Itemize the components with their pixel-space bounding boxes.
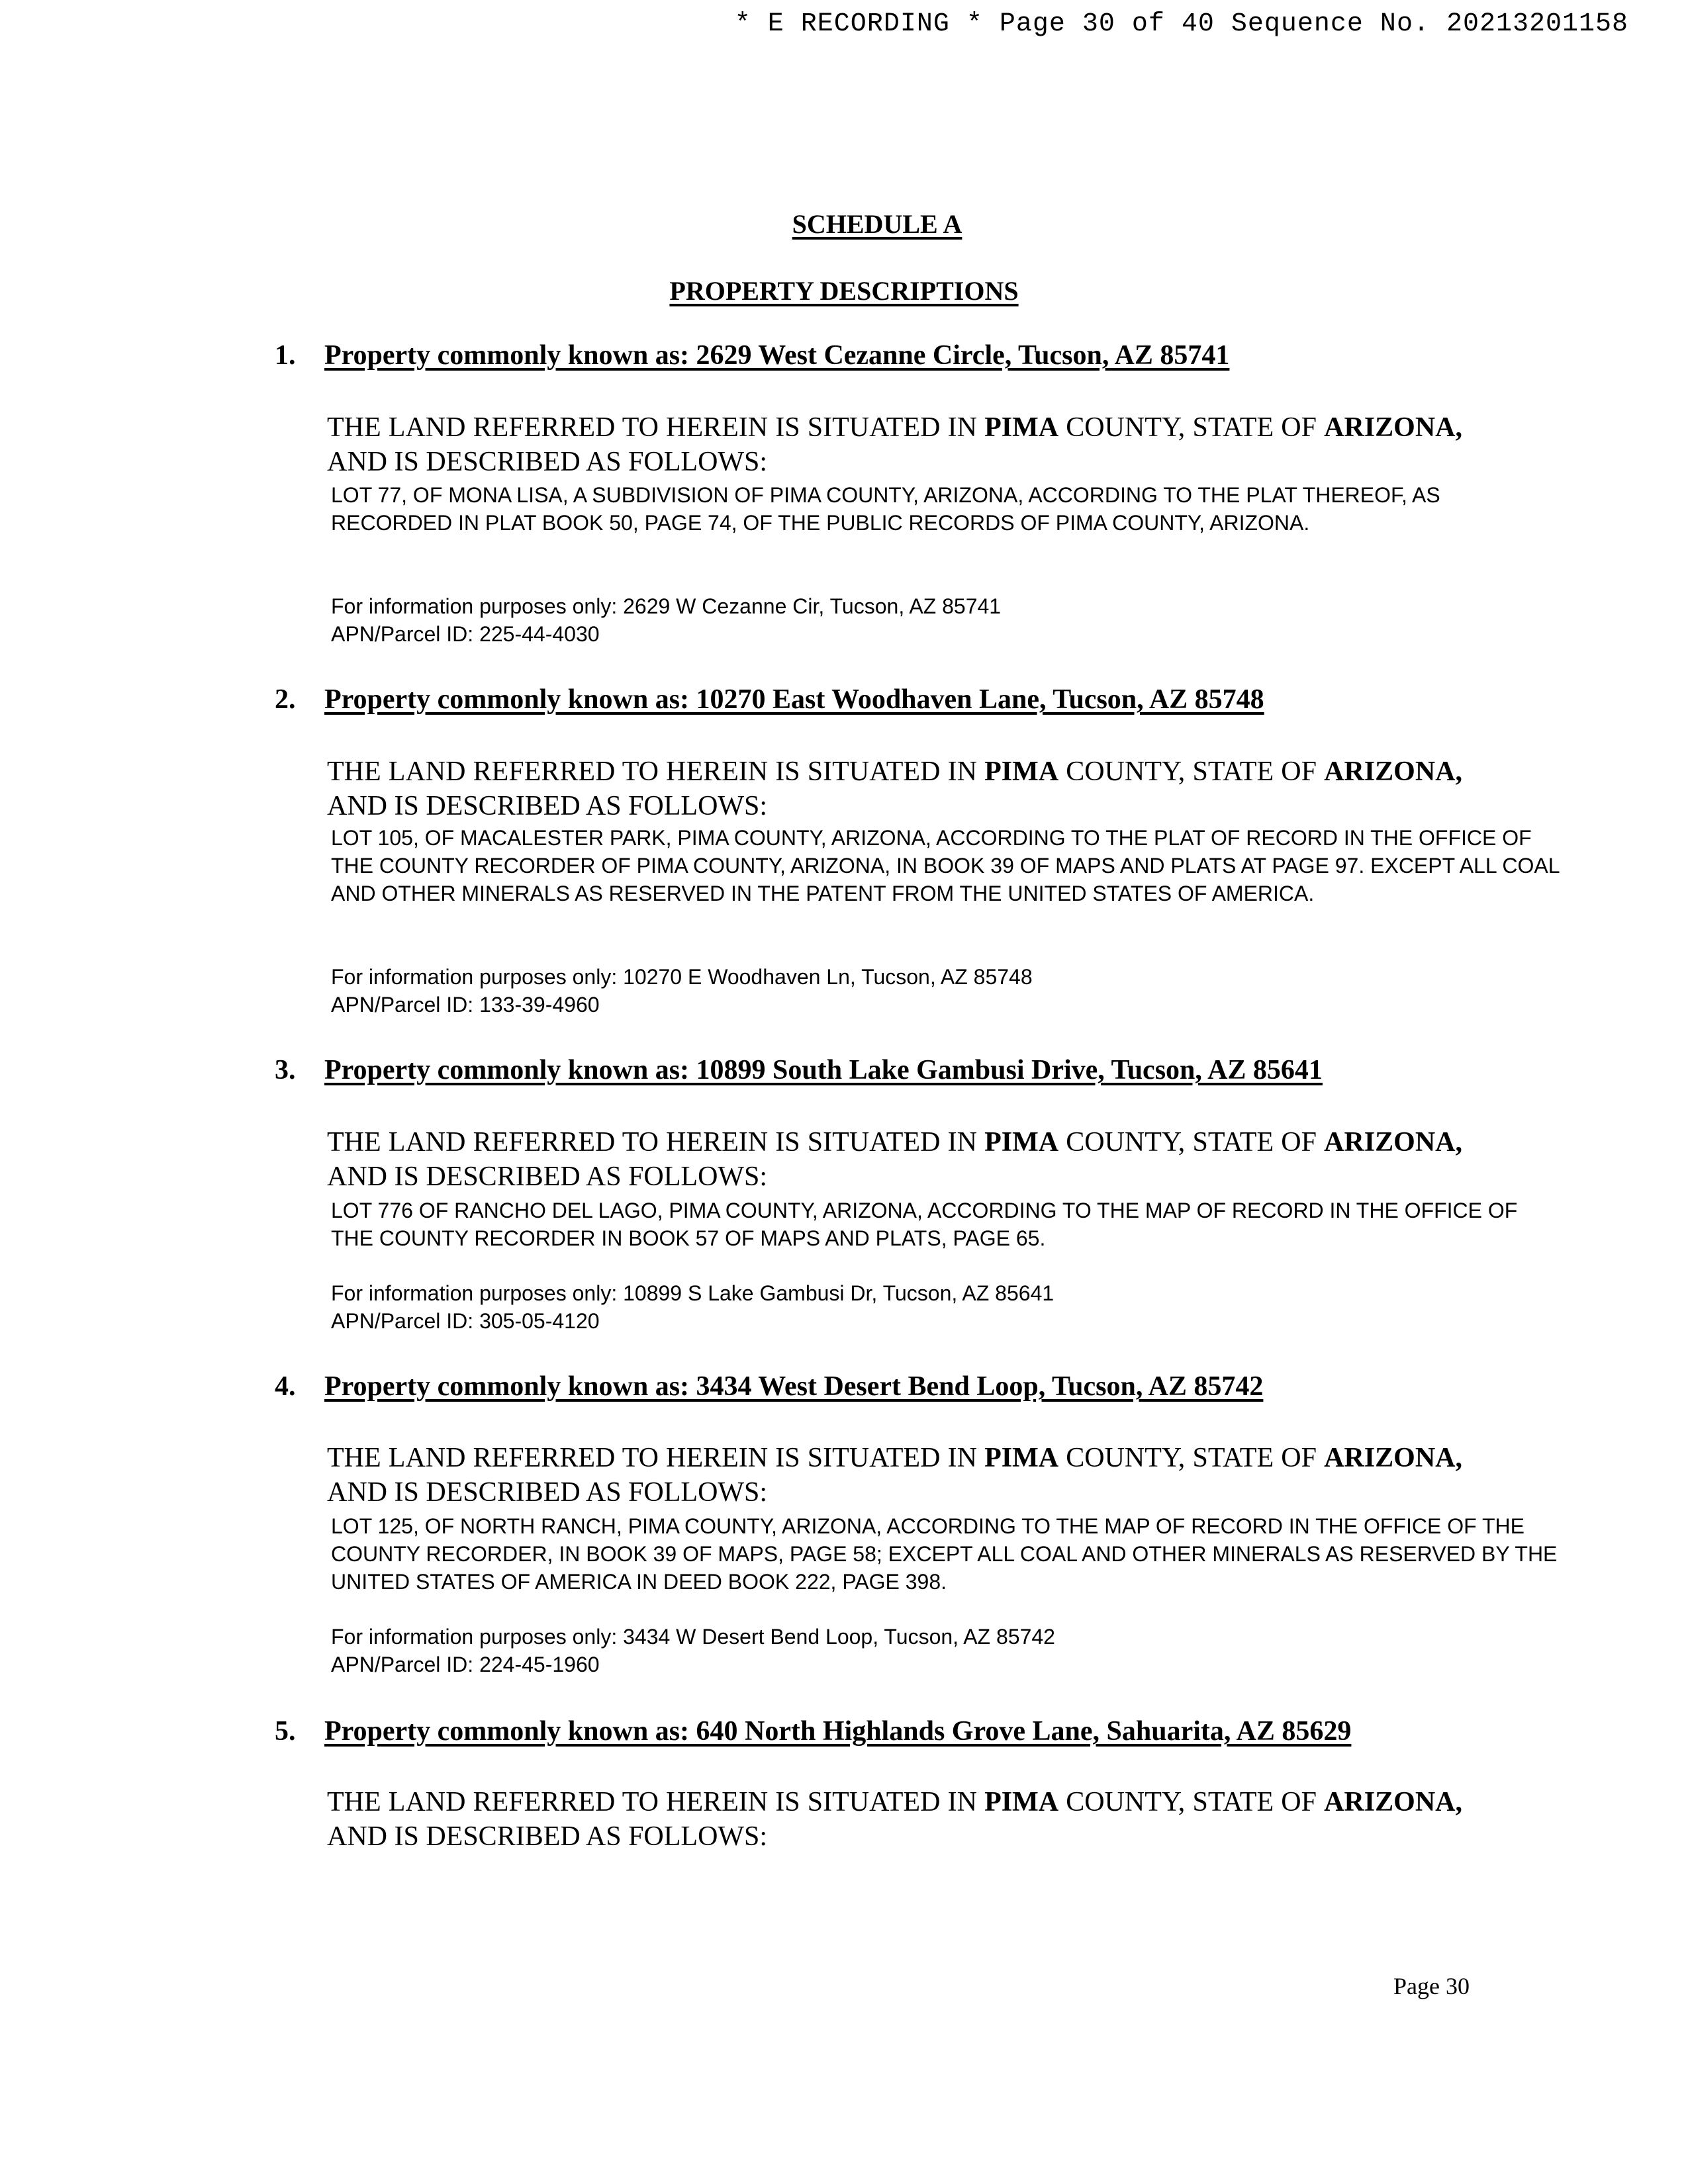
state-name: ARIZONA, (1324, 1127, 1462, 1158)
property-number: 4. (275, 1371, 296, 1402)
property-number: 5. (275, 1716, 296, 1747)
land-intro-text: AND IS DESCRIBED AS FOLLOWS: (327, 1821, 768, 1852)
legal-description: LOT 77, OF MONA LISA, A SUBDIVISION OF PIMA COUNTY, ARIZONA, ACCORDING TO THE PLAT THEREOF, AS RECORDED IN PLAT BOOK 50, PAGE 74, OF THE PUBLIC RECORDS OF PIMA COUNTY, ARIZONA. (331, 483, 1440, 535)
legal-description: LOT 105, OF MACALESTER PARK, PIMA COUNTY, ARIZONA, ACCORDING TO THE PLAT OF RECORD IN THE OFFICE OF THE COUNTY RECORDER OF PIMA COUNTY, ARIZONA, IN BOOK 39 OF MAPS AND PLATS AT PAGE 97. EXCEPT ALL COAL AND OTHER MINERALS AS RESERVED IN THE PATENT FROM THE UNITED STATES OF AMERICA. (331, 826, 1560, 905)
property-number: 3. (275, 1055, 296, 1085)
state-name: ARIZONA, (1324, 1787, 1462, 1817)
property-heading-text: Property commonly known as: 2629 West Cezanne Circle, Tucson, AZ 85741 (324, 340, 1230, 371)
apn-parcel-id: APN/Parcel ID: 224-45-1960 (331, 1653, 600, 1676)
property-number: 1. (275, 340, 296, 371)
county-name: PIMA (984, 1443, 1059, 1473)
info-block (331, 592, 1001, 648)
land-intro-text: AND IS DESCRIBED AS FOLLOWS: (327, 447, 768, 477)
property-heading (275, 1054, 1323, 1086)
land-intro-text: AND IS DESCRIBED AS FOLLOWS: (327, 1477, 768, 1508)
apn-parcel-id: APN/Parcel ID: 133-39-4960 (331, 993, 600, 1017)
descriptions-title (0, 275, 1688, 306)
land-intro-text: THE LAND REFERRED TO HEREIN IS SITUATED IN (327, 1787, 985, 1817)
county-name: PIMA (984, 1127, 1059, 1158)
property-heading (275, 1371, 1263, 1402)
land-intro-paragraph (327, 1785, 1462, 1854)
info-block (331, 1279, 1054, 1335)
property-heading-text: Property commonly known as: 3434 West Desert Bend Loop, Tucson, AZ 85742 (324, 1371, 1264, 1402)
schedule-title (33, 208, 1688, 240)
property-heading-text: Property commonly known as: 10899 South Lake Gambusi Drive, Tucson, AZ 85641 (324, 1055, 1323, 1085)
land-intro-text: THE LAND REFERRED TO HEREIN IS SITUATED IN (327, 756, 985, 787)
property-number: 2. (275, 684, 296, 715)
schedule-title-text: SCHEDULE A (792, 209, 962, 239)
info-address: For information purposes only: 10899 S Lake Gambusi Dr, Tucson, AZ 85641 (331, 1281, 1055, 1305)
county-name: PIMA (984, 1787, 1059, 1817)
info-address: For information purposes only: 10270 E Woodhaven Ln, Tucson, AZ 85748 (331, 965, 1033, 989)
land-intro-text: AND IS DESCRIBED AS FOLLOWS: (327, 791, 768, 821)
county-name: PIMA (984, 756, 1059, 787)
land-intro-paragraph (327, 410, 1462, 479)
land-intro-text: AND IS DESCRIBED AS FOLLOWS: (327, 1161, 768, 1192)
property-heading-text: Property commonly known as: 640 North Highlands Grove Lane, Sahuarita, AZ 85629 (324, 1716, 1352, 1747)
land-intro-text: COUNTY, STATE OF (1058, 1787, 1325, 1817)
property-heading (275, 684, 1264, 715)
property-heading-text: Property commonly known as: 10270 East Woodhaven Lane, Tucson, AZ 85748 (324, 684, 1264, 715)
county-name: PIMA (984, 412, 1059, 443)
page-number: Page 30 (1393, 1973, 1470, 1999)
legal-description: LOT 125, OF NORTH RANCH, PIMA COUNTY, ARIZONA, ACCORDING TO THE MAP OF RECORD IN THE OFFICE OF THE COUNTY RECORDER, IN BOOK 39 OF MAPS, PAGE 58; EXCEPT ALL COAL AND OTHER MINERALS AS RESERVED BY THE UNITED STATES OF AMERICA IN DEED BOOK 222, PAGE 398. (331, 1514, 1558, 1594)
info-block (331, 1623, 1055, 1678)
land-intro-text: THE LAND REFERRED TO HEREIN IS SITUATED IN (327, 1127, 985, 1158)
property-heading (275, 340, 1229, 371)
state-name: ARIZONA, (1324, 756, 1462, 787)
descriptions-title-text: PROPERTY DESCRIPTIONS (669, 276, 1019, 306)
land-intro-paragraph (327, 1441, 1462, 1510)
state-name: ARIZONA, (1324, 412, 1462, 443)
land-intro-paragraph (327, 1125, 1462, 1194)
land-intro-text: COUNTY, STATE OF (1058, 1443, 1325, 1473)
land-intro-text: COUNTY, STATE OF (1058, 756, 1325, 787)
info-address: For information purposes only: 2629 W Cezanne Cir, Tucson, AZ 85741 (331, 594, 1002, 618)
recording-header: * E RECORDING * Page 30 of 40 Sequence No. 20213201158 (734, 9, 1628, 39)
apn-parcel-id: APN/Parcel ID: 225-44-4030 (331, 622, 600, 646)
state-name: ARIZONA, (1324, 1443, 1462, 1473)
land-intro-paragraph (327, 754, 1462, 823)
info-address: For information purposes only: 3434 W Desert Bend Loop, Tucson, AZ 85742 (331, 1625, 1055, 1649)
legal-description: LOT 776 OF RANCHO DEL LAGO, PIMA COUNTY, ARIZONA, ACCORDING TO THE MAP OF RECORD IN THE OFFICE OF THE COUNTY RECORDER IN BOOK 57 OF MAPS AND PLATS, PAGE 65. (331, 1199, 1518, 1250)
land-intro-text: THE LAND REFERRED TO HEREIN IS SITUATED IN (327, 412, 985, 443)
apn-parcel-id: APN/Parcel ID: 305-05-4120 (331, 1309, 600, 1333)
land-intro-text: THE LAND REFERRED TO HEREIN IS SITUATED IN (327, 1443, 985, 1473)
land-intro-text: COUNTY, STATE OF (1058, 412, 1325, 443)
land-intro-text: COUNTY, STATE OF (1058, 1127, 1325, 1158)
property-heading (275, 1715, 1351, 1747)
info-block (331, 963, 1033, 1019)
